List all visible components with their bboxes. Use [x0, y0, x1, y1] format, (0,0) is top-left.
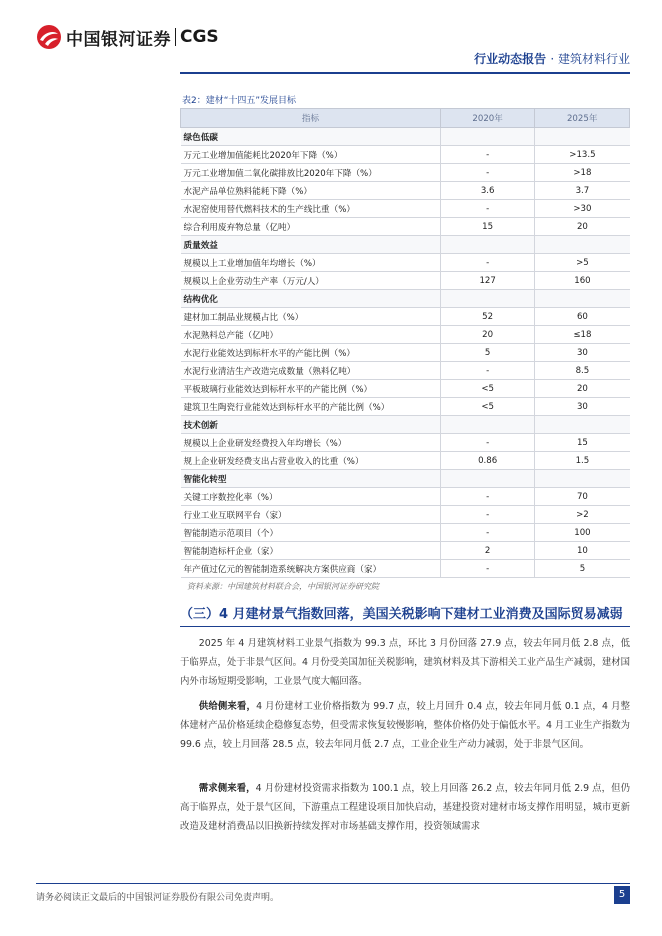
value-2025-cell: 100 — [535, 524, 630, 542]
table-row — [181, 272, 630, 290]
value-2025-cell: 30 — [535, 344, 630, 362]
page-number: 5 — [614, 886, 630, 904]
table-row — [181, 146, 630, 164]
footer-divider — [36, 883, 630, 884]
value-2025-cell: 5 — [535, 560, 630, 578]
table-category-row — [181, 236, 630, 254]
indicator-cell: 建筑卫生陶瓷行业能效达到标杆水平的产能比例（%） — [181, 398, 441, 416]
indicator-cell: 水泥熟料总产能（亿吨） — [181, 326, 441, 344]
value-2020-cell: - — [440, 434, 534, 452]
cgs-logo-icon — [36, 24, 62, 50]
category-label: 绿色低碳 — [181, 128, 441, 146]
paragraph-lead: 需求侧来看， — [198, 783, 256, 794]
value-2025-cell: 3.7 — [535, 182, 630, 200]
logo-english-name: CGS — [180, 27, 219, 47]
table-body — [181, 128, 630, 578]
table-row — [181, 542, 630, 560]
table-category-row — [181, 416, 630, 434]
report-type-label — [474, 50, 630, 67]
value-2025-cell: >30 — [535, 200, 630, 218]
value-2020-cell: 2 — [440, 542, 534, 560]
value-2025-cell: 20 — [535, 218, 630, 236]
table-row — [181, 182, 630, 200]
value-2020-cell: - — [440, 164, 534, 182]
table-row — [181, 524, 630, 542]
table-row — [181, 506, 630, 524]
paragraph-lead: 供给侧来看， — [198, 701, 257, 712]
paragraph-supply-side — [180, 697, 630, 754]
empty-cell — [440, 290, 534, 308]
indicator-cell: 水泥产品单位熟料能耗下降（%） — [181, 182, 441, 200]
empty-cell — [535, 470, 630, 488]
indicator-cell: 万元工业增加值二氧化碳排放比2020年下降（%） — [181, 164, 441, 182]
company-logo — [36, 24, 219, 50]
indicator-cell: 规模以上企业研发经费投入年均增长（%） — [181, 434, 441, 452]
paragraph-text: 4 月份建材工业价格指数为 99.7 点，较上月回升 0.4 点，较去年同月低 0.1 点，4 月整体建材产品价格延续企稳修复态势，但受需求恢复较慢影响，整体价格仍处于偏低水平。4 月工业生产指数为 99.6 点，较上月回落 28.5 点，较去年同月低 2.7 点，工业企业生产动力减弱，处于非景气区间。 — [180, 701, 630, 750]
indicator-cell: 智能制造示范项目（个） — [181, 524, 441, 542]
development-targets-table — [180, 108, 630, 578]
category-label: 智能化转型 — [181, 470, 441, 488]
value-2020-cell: 15 — [440, 218, 534, 236]
value-2020-cell: <5 — [440, 398, 534, 416]
table-row — [181, 164, 630, 182]
section-heading: （三）4 月建材景气指数回落，美国关税影响下建材工业消费及国际贸易减弱 — [180, 607, 623, 622]
indicator-cell: 规模以上企业劳动生产率（万元/人） — [181, 272, 441, 290]
indicator-cell: 建材加工制品业规模占比（%） — [181, 308, 441, 326]
column-header-2020: 2020年 — [440, 109, 534, 128]
table-row — [181, 344, 630, 362]
indicator-cell: 行业工业互联网平台（家） — [181, 506, 441, 524]
indicator-cell: 规上企业研发经费支出占营业收入的比重（%） — [181, 452, 441, 470]
indicator-cell: 关键工序数控化率（%） — [181, 488, 441, 506]
value-2020-cell: 52 — [440, 308, 534, 326]
indicator-cell: 万元工业增加值能耗比2020年下降（%） — [181, 146, 441, 164]
value-2025-cell: >18 — [535, 164, 630, 182]
logo-chinese-name: 中国银河证券 — [66, 29, 171, 50]
paragraph-text: 2025 年 4 月建筑材料工业景气指数为 99.3 点，环比 3 月份回落 27.9 点，较去年同月低 2.8 点，低于临界点，处于非景气区间。4 月份受美国加征关税影响，建筑材料及其下游相关工业产品生产减弱，建材国内外市场短期受影响，工业景气度大幅回落。 — [180, 638, 630, 687]
value-2025-cell: >2 — [535, 506, 630, 524]
value-2025-cell: 20 — [535, 380, 630, 398]
category-label: 质量效益 — [181, 236, 441, 254]
value-2020-cell: - — [440, 362, 534, 380]
empty-cell — [535, 416, 630, 434]
value-2025-cell: 30 — [535, 398, 630, 416]
table-row — [181, 308, 630, 326]
indicator-cell: 综合利用废弃物总量（亿吨） — [181, 218, 441, 236]
paragraph-overview — [180, 634, 630, 691]
value-2020-cell: - — [440, 506, 534, 524]
value-2020-cell: - — [440, 254, 534, 272]
value-2020-cell: - — [440, 200, 534, 218]
value-2025-cell: 160 — [535, 272, 630, 290]
empty-cell — [535, 236, 630, 254]
footer-disclaimer: 请务必阅读正文最后的中国银河证券股份有限公司免责声明。 — [36, 893, 280, 903]
indicator-cell: 水泥行业清洁生产改造完成数量（熟料亿吨） — [181, 362, 441, 380]
value-2020-cell: 0.86 — [440, 452, 534, 470]
column-header-2025: 2025年 — [535, 109, 630, 128]
value-2020-cell: 5 — [440, 344, 534, 362]
empty-cell — [535, 290, 630, 308]
table-row — [181, 218, 630, 236]
value-2020-cell: - — [440, 524, 534, 542]
value-2025-cell: ≤18 — [535, 326, 630, 344]
indicator-cell: 智能制造标杆企业（家） — [181, 542, 441, 560]
value-2025-cell: >5 — [535, 254, 630, 272]
table-row — [181, 560, 630, 578]
empty-cell — [440, 416, 534, 434]
paragraph-text: 4 月份建材投资需求指数为 100.1 点，较上月回落 26.2 点，较去年同月低 2.9 点，但仍高于临界点，处于景气区间，下游重点工程建设项目加快启动，基建投资对建材市场支撑作用明显，城市更新改造及建材消费品以旧换新持续发挥对市场基础支撑作用，投资领域需求 — [180, 783, 631, 832]
report-type: 行业动态报告 — [474, 52, 547, 66]
indicator-cell: 年产值过亿元的智能制造系统解决方案供应商（家） — [181, 560, 441, 578]
table-row — [181, 488, 630, 506]
logo-divider — [175, 28, 176, 46]
value-2025-cell: 70 — [535, 488, 630, 506]
value-2020-cell: - — [440, 560, 534, 578]
table-row — [181, 452, 630, 470]
table-category-row — [181, 470, 630, 488]
value-2020-cell: <5 — [440, 380, 534, 398]
value-2025-cell: 10 — [535, 542, 630, 560]
column-header-indicator: 指标 — [181, 109, 441, 128]
category-label: 技术创新 — [181, 416, 441, 434]
section-divider — [180, 626, 630, 627]
indicator-cell: 水泥窑使用替代燃料技术的生产线比重（%） — [181, 200, 441, 218]
value-2025-cell: 8.5 — [535, 362, 630, 380]
indicator-cell: 规模以上工业增加值年均增长（%） — [181, 254, 441, 272]
value-2020-cell: 20 — [440, 326, 534, 344]
table-row — [181, 380, 630, 398]
value-2020-cell: 3.6 — [440, 182, 534, 200]
empty-cell — [440, 470, 534, 488]
table-category-row — [181, 290, 630, 308]
table-row — [181, 398, 630, 416]
value-2020-cell: - — [440, 146, 534, 164]
value-2025-cell: 60 — [535, 308, 630, 326]
category-label: 结构优化 — [181, 290, 441, 308]
value-2025-cell: >13.5 — [535, 146, 630, 164]
empty-cell — [440, 128, 534, 146]
table-header-row — [181, 109, 630, 128]
value-2020-cell: - — [440, 488, 534, 506]
value-2025-cell: 1.5 — [535, 452, 630, 470]
report-sector: · 建筑材料行业 — [550, 52, 630, 66]
empty-cell — [440, 236, 534, 254]
table-source-note: 资料来源：中国建筑材料联合会，中国银河证券研究院 — [187, 582, 379, 591]
paragraph-demand-side — [180, 779, 630, 836]
table-row — [181, 326, 630, 344]
table-caption: 表2：建材“十四五”发展目标 — [182, 96, 297, 106]
table-row — [181, 200, 630, 218]
value-2025-cell: 15 — [535, 434, 630, 452]
table-category-row — [181, 128, 630, 146]
table-row — [181, 254, 630, 272]
value-2020-cell: 127 — [440, 272, 534, 290]
table-row — [181, 434, 630, 452]
empty-cell — [535, 128, 630, 146]
indicator-cell: 水泥行业能效达到标杆水平的产能比例（%） — [181, 344, 441, 362]
indicator-cell: 平板玻璃行业能效达到标杆水平的产能比例（%） — [181, 380, 441, 398]
header-divider — [180, 72, 630, 74]
table-row — [181, 362, 630, 380]
